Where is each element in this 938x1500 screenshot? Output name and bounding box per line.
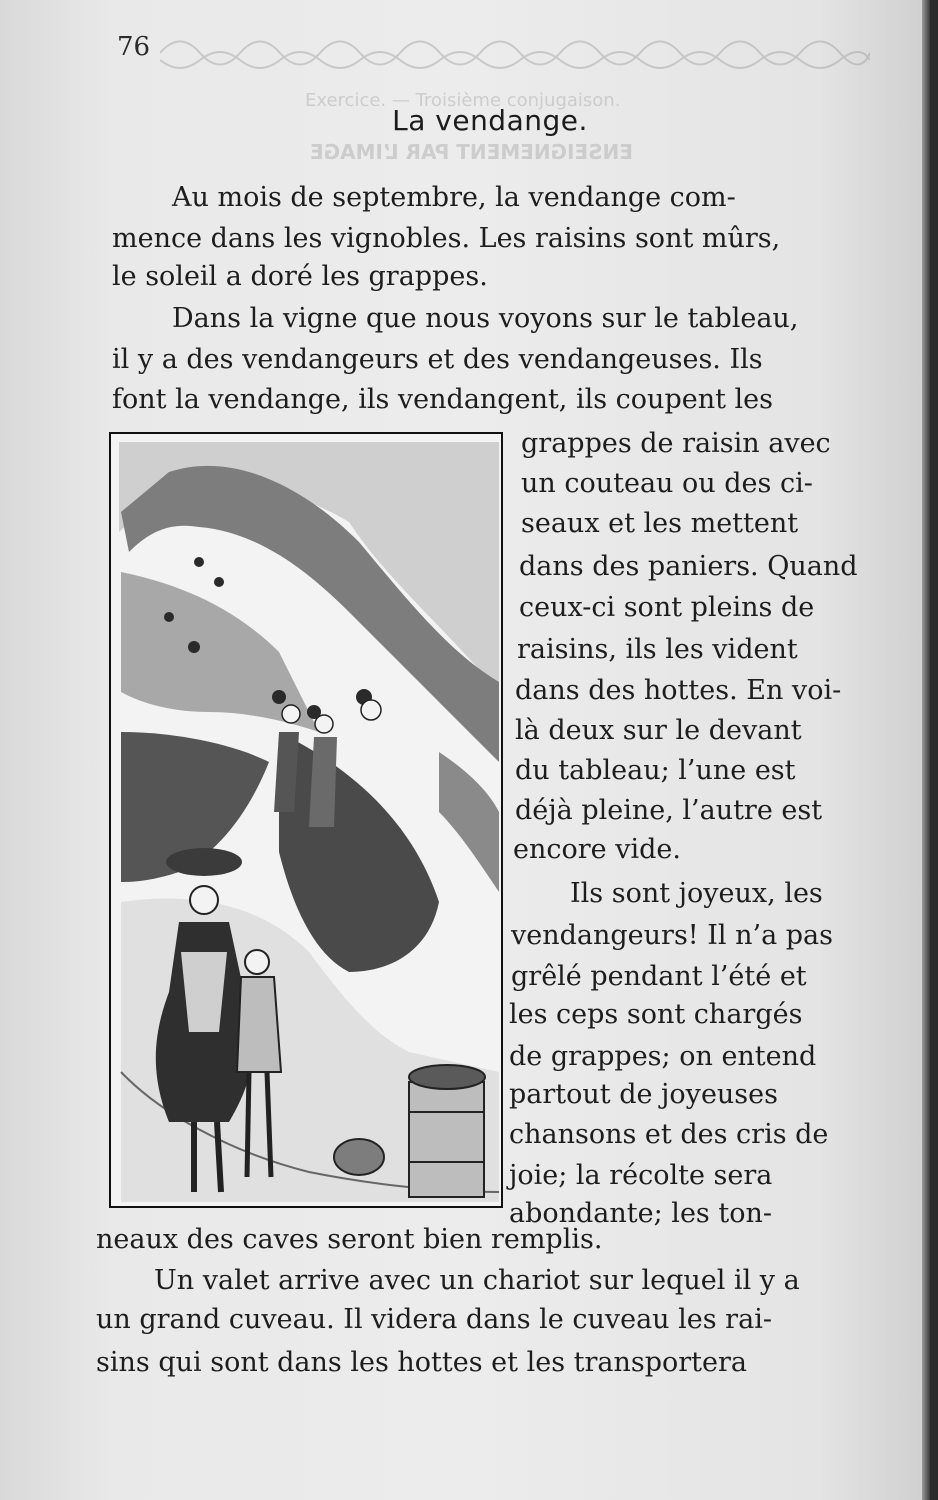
paragraph-line: partout de joyeuses <box>509 1079 778 1110</box>
paragraph-line: du tableau; l’une est <box>515 755 796 786</box>
paragraph-line: grappes de raisin avec <box>521 428 831 459</box>
show-through-header-2: ENSEIGNEMENT PAR L’IMAGE <box>310 140 633 164</box>
page-title: La vendange. <box>392 104 588 137</box>
decorative-border-show-through <box>160 30 870 76</box>
paragraph-line: les ceps sont chargés <box>509 999 803 1030</box>
show-through-header-1: Exercice. — Troisième conjugaison. <box>305 90 621 111</box>
paragraph-line: seaux et les mettent <box>521 508 799 539</box>
paragraph-line: font la vendange, ils vendangent, ils coupent les <box>112 384 773 415</box>
paragraph-line: un couteau ou des ci- <box>521 468 813 499</box>
paragraph-line: là deux sur le devant <box>515 715 802 746</box>
paragraph-line: un grand cuveau. Il videra dans le cuveau les rai- <box>96 1304 772 1335</box>
paragraph-line: encore vide. <box>513 834 681 865</box>
paragraph-line: chansons et des cris de <box>509 1119 829 1150</box>
paragraph-line: Ils sont joyeux, les <box>570 878 823 909</box>
page-edge-shadow <box>922 0 930 1500</box>
paragraph-line: neaux des caves seront bien remplis. <box>96 1224 603 1255</box>
paragraph-line: le soleil a doré les grappes. <box>112 261 488 292</box>
paragraph-line: il y a des vendangeurs et des vendangeuses. Ils <box>112 344 763 375</box>
paragraph-line: mence dans les vignobles. Les raisins sont mûrs, <box>112 223 781 254</box>
paragraph-line: joie; la récolte sera <box>509 1160 773 1191</box>
paragraph-line: raisins, ils les vident <box>517 634 798 665</box>
paragraph-line: déjà pleine, l’autre est <box>515 795 823 826</box>
paragraph-line: Au mois de septembre, la vendange com- <box>172 182 736 213</box>
paragraph-line: vendangeurs! Il n’a pas <box>511 920 834 951</box>
paragraph-line: sins qui sont dans les hottes et les transportera <box>96 1347 748 1378</box>
engraving-image <box>109 432 503 1208</box>
paragraph-line: de grappes; on entend <box>509 1041 817 1072</box>
paragraph-line: dans des hottes. En voi- <box>515 675 842 706</box>
paragraph-line: dans des paniers. Quand <box>519 551 858 582</box>
grape-harvest-illustration <box>109 432 503 1208</box>
paragraph-line: ceux-ci sont pleins de <box>519 592 815 623</box>
paragraph-line: Dans la vigne que nous voyons sur le tableau, <box>172 303 799 334</box>
paragraph-line: Un valet arrive avec un chariot sur lequel il y a <box>154 1265 800 1296</box>
page-number: 76 <box>117 32 151 62</box>
paragraph-line: abondante; les ton- <box>509 1198 772 1229</box>
paragraph-line: grêlé pendant l’été et <box>511 961 807 992</box>
